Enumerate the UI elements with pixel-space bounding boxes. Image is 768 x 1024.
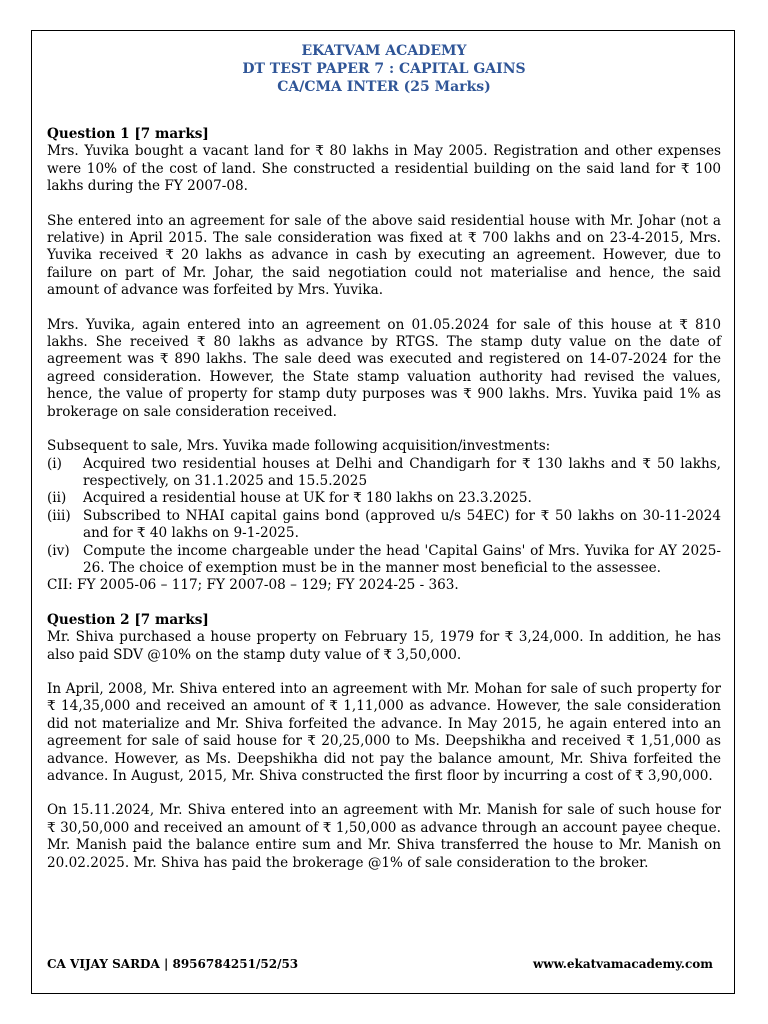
page-footer	[47, 957, 721, 975]
question-1-title: Question 1 [7 marks]	[47, 126, 209, 142]
list-item-number: (iv)	[47, 542, 70, 559]
document-body	[47, 42, 721, 872]
header-course: CA/CMA INTER (25 Marks)	[277, 79, 491, 95]
footer-author-contact: CA VIJAY SARDA | 8956784251/52/53	[47, 957, 299, 971]
question-2-paragraph-2: In April, 2008, Mr. Shiva entered into an agreement with Mr. Mohan for sale of such property for ₹ 14,35,000 and received an amount of ₹ 1,11,000 as advance. However, the sale consideration did not materialize and Mr. Shiva forfeited the advance. In May 2015, he again entered into an agreement for sale of said house for ₹ 20,25,000 to Ms. Deepshikha and received ₹ 1,51,000 as advance. However, as Ms. Deepshikha did not pay the balance amount, Mr. Shiva forfeited the advance. In August, 2015, Mr. Shiva constructed the first floor by incurring a cost of ₹ 3,90,000.	[47, 680, 721, 784]
list-item	[47, 490, 721, 507]
question-1-paragraph-4: Subsequent to sale, Mrs. Yuvika made following acquisition/investments:	[47, 438, 551, 455]
question-1-list	[47, 456, 721, 578]
list-item-number: (iii)	[47, 507, 71, 524]
list-item	[47, 543, 721, 578]
question-1-paragraph-3: Mrs. Yuvika, again entered into an agreement on 01.05.2024 for sale of this house at ₹ 810 lakhs. She received ₹ 80 lakhs as advance by RTGS. The stamp duty value on the date of agreement was ₹ 890 lakhs. The sale deed was executed and registered on 14-07-2024 for the agreed consideration. However, the State stamp valuation authority had revised the values, hence, the value of property for stamp duty purposes was ₹ 900 lakhs. Mrs. Yuvika paid 1% as brokerage on sale consideration received.	[47, 316, 721, 420]
question-2-paragraph-3: On 15.11.2024, Mr. Shiva entered into an agreement with Mr. Manish for sale of such house for ₹ 30,50,000 and received an amount of ₹ 1,50,000 as advance through an account payee cheque. Mr. Manish paid the balance entire sum and Mr. Shiva transferred the house to Mr. Manish on 20.02.2025. Mr. Shiva has paid the brokerage @1% of sale consideration to the broker.	[47, 802, 721, 871]
list-item	[47, 508, 721, 543]
list-item-text: Acquired a residential house at UK for ₹ 180 lakhs on 23.3.2025.	[83, 490, 532, 507]
header-paper-title: DT TEST PAPER 7 : CAPITAL GAINS	[242, 61, 526, 77]
list-item-number: (ii)	[47, 490, 67, 507]
list-item-text: Acquired two residential houses at Delhi and Chandigarh for ₹ 130 lakhs and ₹ 50 lakhs, respectively, on 31.1.2025 and 15.5.2025	[83, 455, 721, 489]
list-item-number: (i)	[47, 455, 62, 472]
question-2-title: Question 2 [7 marks]	[47, 611, 209, 628]
list-item	[47, 456, 721, 491]
footer-website: www.ekatvamacademy.com	[532, 957, 713, 971]
question-1-paragraph-1: Mrs. Yuvika bought a vacant land for ₹ 80 lakhs in May 2005. Registration and other expenses were 10% of the cost of land. She constructed a residential building on the said land for ₹ 100 lakhs during the FY 2007-08.	[47, 143, 721, 195]
list-item-text: Compute the income chargeable under the head 'Capital Gains' of Mrs. Yuvika for AY 2025-26. The choice of exemption must be in the manner most beneficial to the assessee.	[83, 542, 721, 576]
question-1-cii: CII: FY 2005-06 – 117; FY 2007-08 – 129; FY 2024-25 - 363.	[47, 577, 459, 594]
question-1-paragraph-2: She entered into an agreement for sale of the above said residential house with Mr. Johar (not a relative) in April 2015. The sale consideration was fixed at ₹ 700 lakhs and on 23-4-2015, Mrs. Yuvika received ₹ 20 lakhs as advance in cash by executing an agreement. However, due to failure on part of Mr. Johar, the said negotiation could not materialise and hence, the said amount of advance was forfeited by Mrs. Yuvika.	[47, 212, 721, 299]
header-academy: EKATVAM ACADEMY	[301, 43, 467, 59]
question-2-paragraph-1: Mr. Shiva purchased a house property on February 15, 1979 for ₹ 3,24,000. In addition, he has also paid SDV @10% on the stamp duty value of ₹ 3,50,000.	[47, 629, 721, 663]
list-item-text: Subscribed to NHAI capital gains bond (approved u/s 54EC) for ₹ 50 lakhs on 30-11-2024 and for ₹ 40 lakhs on 9-1-2025.	[83, 507, 721, 542]
